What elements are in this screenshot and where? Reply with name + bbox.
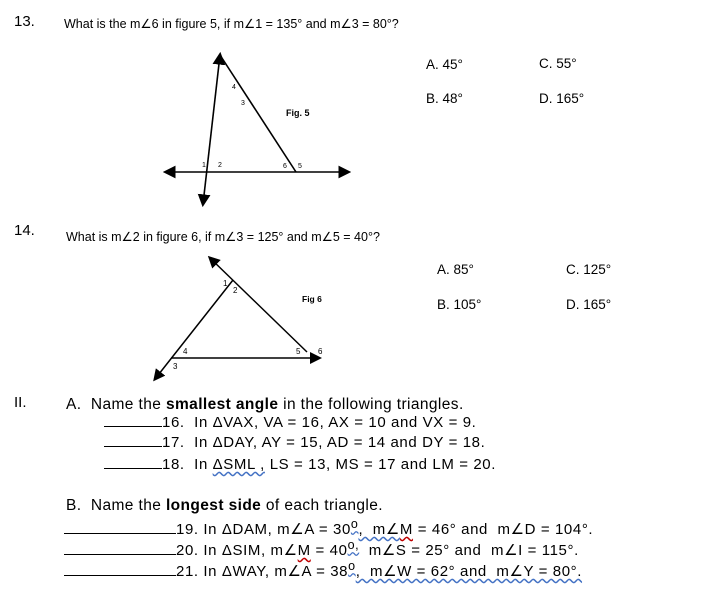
q14-choice-b[interactable]: B. 105° <box>437 297 482 312</box>
item-21 <box>64 559 582 580</box>
figure-6-label-6: 6 <box>318 347 323 356</box>
figure-5-label-1: 1 <box>202 162 206 169</box>
figure-6-label-4: 4 <box>183 347 188 356</box>
q14-choice-c[interactable]: C. 125° <box>566 262 612 277</box>
section-b-heading-pre: B. Name the <box>66 497 166 514</box>
item-21-degree: o <box>348 559 356 573</box>
item-20-degree: o, <box>347 538 360 552</box>
figure-5-label-4: 4 <box>232 84 236 91</box>
q14-choice-d[interactable]: D. 165° <box>566 297 612 312</box>
figure-6-label-2: 2 <box>233 286 238 295</box>
item-19-text-2: , m∠ <box>358 521 400 538</box>
figure-6-label-5: 5 <box>296 347 301 356</box>
figure-6-right-line <box>210 258 307 352</box>
figure-5-label-2: 2 <box>218 162 222 169</box>
figure-6-label-1: 1 <box>223 279 228 288</box>
part-2-number: II. <box>14 394 27 411</box>
item-21-text-2: , m∠W = 62° and m∠Y = 80°. <box>355 563 583 580</box>
answer-blank-21[interactable] <box>64 575 176 576</box>
question-14-number: 14. <box>14 222 35 239</box>
answer-blank-20[interactable] <box>64 554 176 555</box>
answer-blank-16[interactable] <box>104 426 162 427</box>
figure-6-caption: Fig 6 <box>302 294 322 304</box>
figure-6 <box>146 250 346 385</box>
item-20 <box>64 538 579 559</box>
section-b-heading-post: of each triangle. <box>261 497 384 514</box>
figure-5-right-side <box>220 55 296 172</box>
section-a-heading-post: in the following triangles. <box>278 396 464 413</box>
item-20-text-1: 20. In ΔSIM, m∠ <box>176 542 298 559</box>
figure-5-label-5: 5 <box>298 163 302 170</box>
item-20-text-2: M <box>297 542 311 559</box>
figure-6-left-line <box>155 280 233 379</box>
item-19-text-3: M <box>399 521 414 538</box>
q13-choice-a[interactable]: A. 45° <box>426 57 463 72</box>
figure-5-label-3: 3 <box>241 100 245 107</box>
figure-5 <box>160 48 360 208</box>
figure-5-left-transversal <box>203 55 220 204</box>
section-a-heading-bold: smallest angle <box>165 396 279 413</box>
item-20-text-3: = 40 <box>310 542 348 559</box>
item-17 <box>104 434 485 451</box>
figure-6-label-3: 3 <box>173 362 178 371</box>
question-13-number: 13. <box>14 13 35 30</box>
item-19-text-1: 19. In ΔDAM, m∠A = 30 <box>176 521 351 538</box>
section-a-heading <box>66 396 464 414</box>
item-19-degree: o <box>350 517 359 531</box>
item-18-text-wavy: ΔSML , <box>212 456 265 473</box>
item-20-text-4: m∠S = 25° and m∠I = 115°. <box>359 542 579 559</box>
item-16 <box>104 414 476 431</box>
item-17-text: 17. In ΔDAY, AY = 15, AD = 14 and DY = 18. <box>162 434 486 451</box>
question-14-text: What is m∠2 in figure 6, if m∠3 = 125° and m∠5 = 40°? <box>66 230 380 244</box>
answer-blank-18[interactable] <box>104 468 162 469</box>
figure-5-label-6: 6 <box>283 163 287 170</box>
q13-choice-b[interactable]: B. 48° <box>426 91 463 106</box>
item-18 <box>104 456 496 473</box>
q13-choice-c[interactable]: C. 55° <box>539 56 577 71</box>
item-19-text-4: = 46° and m∠D = 104°. <box>413 521 594 538</box>
q14-choice-a[interactable]: A. 85° <box>437 262 474 277</box>
section-a-heading-pre: A. Name the <box>66 396 166 413</box>
answer-blank-19[interactable] <box>64 533 176 534</box>
question-13-text: What is the m∠6 in figure 5, if m∠1 = 135° and m∠3 = 80°? <box>64 17 399 31</box>
section-b-heading-bold: longest side <box>165 497 262 514</box>
q13-choice-d[interactable]: D. 165° <box>539 91 585 106</box>
item-18-text-pre: 18. In <box>162 456 213 473</box>
figure-5-caption: Fig. 5 <box>286 108 310 118</box>
item-18-text-post: LS = 13, MS = 17 and LM = 20. <box>264 456 496 473</box>
item-21-text-1: 21. In ΔWAY, m∠A = 38 <box>176 563 349 580</box>
answer-blank-17[interactable] <box>104 446 162 447</box>
item-16-text: 16. In ΔVAX, VA = 16, AX = 10 and VX = 9. <box>162 414 477 431</box>
section-b-heading <box>66 497 383 515</box>
item-19 <box>64 517 593 538</box>
